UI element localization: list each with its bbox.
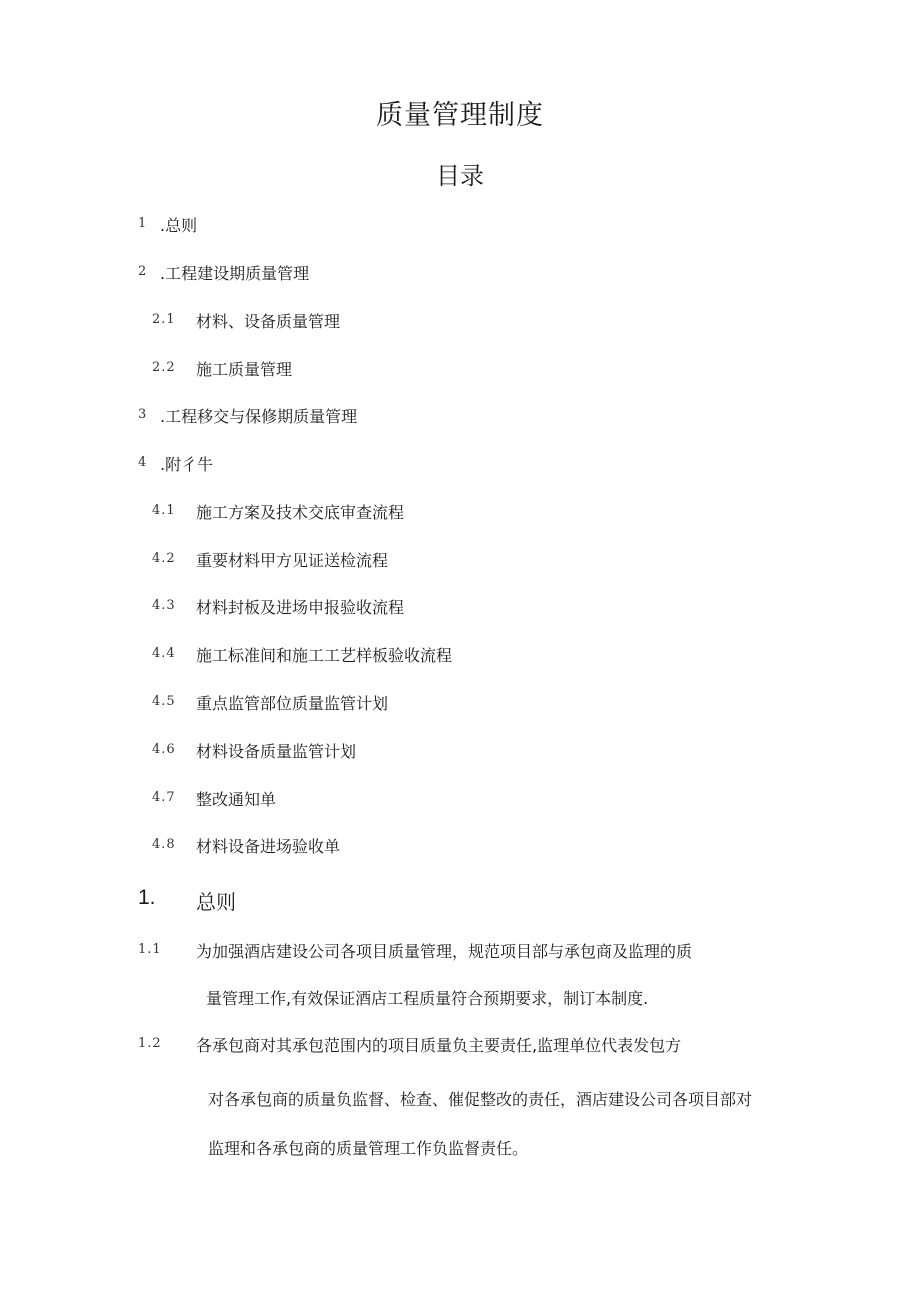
toc-item-number: 4.8	[152, 837, 176, 852]
toc-item-number: 4.5	[152, 694, 176, 709]
paragraph-line: 监理和各承包商的质量管理工作负监督责任。	[208, 1139, 529, 1158]
toc-item-text: 重要材料甲方见证送检流程	[196, 551, 389, 570]
toc-item-number: 4.3	[152, 598, 176, 613]
toc-item-text: 材料设备质量监管计划	[196, 742, 357, 761]
paragraph-line: 对各承包商的质量负监督、检查、催促整改的责任，酒店建设公司各项目部对	[208, 1090, 753, 1109]
toc-item-number: 4.4	[152, 646, 176, 661]
toc-item-text: .总则	[160, 216, 198, 235]
toc-item-number: 2.1	[152, 312, 176, 327]
section-number: 1.	[138, 886, 156, 909]
section-heading: 总则	[196, 890, 236, 914]
toc-item-number: 4.7	[152, 790, 176, 805]
toc-item-text: 重点监管部位质量监管计划	[196, 694, 389, 713]
toc-item-text: 材料、设备质量管理	[196, 312, 341, 331]
paragraph-line: 量管理工作,有效保证酒店工程质量符合预期要求，制订本制度.	[206, 989, 649, 1008]
toc-item-number: 4.1	[152, 503, 176, 518]
paragraph-line: 为加强酒店建设公司各项目质量管理，规范项目部与承包商及监理的质	[196, 942, 693, 961]
paragraph-number: 1.1	[138, 942, 162, 957]
toc-item-text: .工程建设期质量管理	[160, 264, 310, 283]
paragraph-line: 各承包商对其承包范围内的项目质量负主要责任,监理单位代表发包方	[196, 1036, 682, 1055]
toc-item-number: 2.2	[152, 360, 176, 375]
toc-item-number: 4.2	[152, 551, 176, 566]
toc-item-number: 1	[138, 216, 148, 231]
toc-item-text: .附彳牛	[160, 455, 214, 474]
toc-item-text: 整改通知单	[196, 790, 277, 809]
toc-item-text: 施工质量管理	[196, 360, 293, 379]
toc-item-text: .工程移交与保修期质量管理	[160, 407, 358, 426]
toc-item-number: 4	[138, 455, 148, 470]
toc-item-number: 3	[138, 407, 148, 422]
toc-item-text: 施工标准间和施工工艺样板验收流程	[196, 646, 453, 665]
paragraph-number: 1.2	[138, 1036, 162, 1051]
toc-item-text: 施工方案及技术交底审查流程	[196, 503, 405, 522]
toc-item-number: 2	[138, 264, 148, 279]
toc-item-text: 材料设备进场验收单	[196, 837, 341, 856]
document-title: 质量管理制度	[376, 100, 544, 131]
toc-item-text: 材料封板及进场申报验收流程	[196, 598, 405, 617]
toc-item-number: 4.6	[152, 742, 176, 757]
toc-heading: 目录	[436, 162, 484, 190]
